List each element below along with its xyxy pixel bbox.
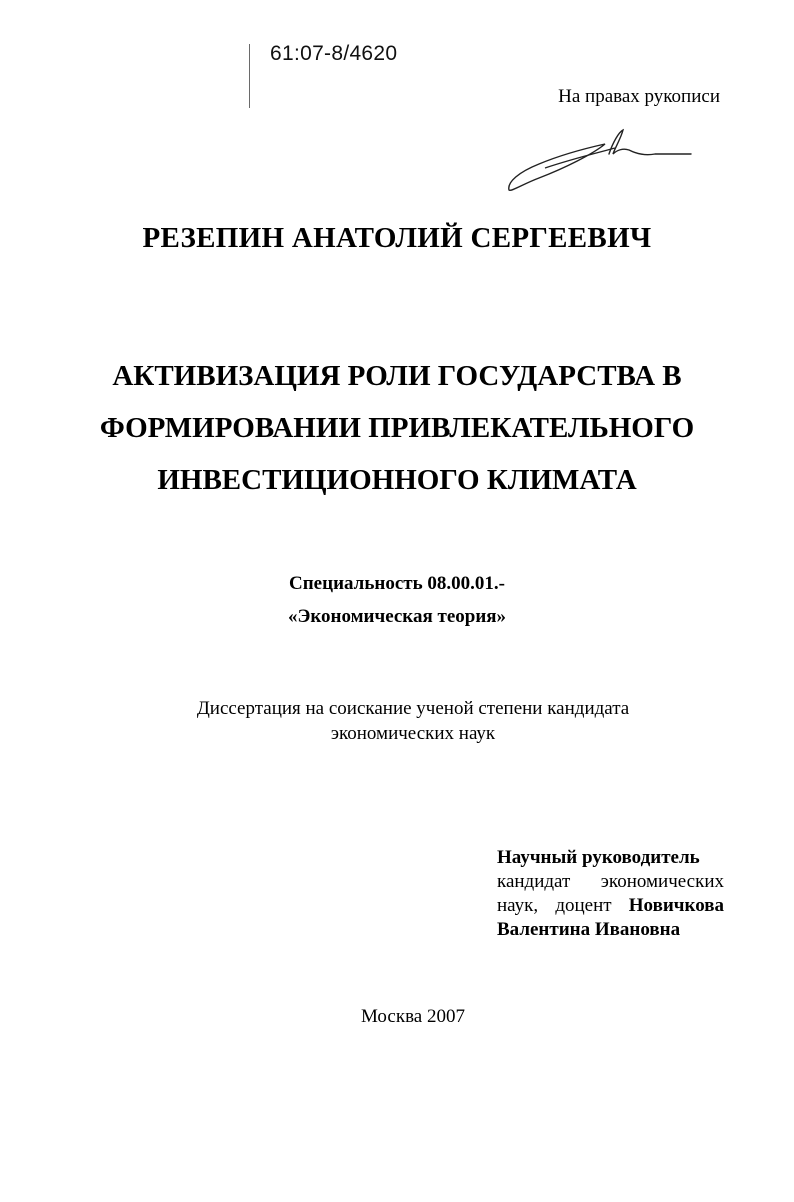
advisor-position: доцент bbox=[555, 895, 612, 916]
specialty-name: «Экономическая теория» bbox=[287, 606, 507, 627]
advisor-degree-word: экономических bbox=[600, 871, 724, 892]
manuscript-rights-note: На правах рукописи bbox=[558, 86, 720, 107]
specialty-block bbox=[0, 567, 794, 633]
advisor-degree-word: кандидат bbox=[497, 871, 571, 892]
dissertation-title bbox=[0, 350, 794, 506]
advisor-position-line bbox=[497, 894, 724, 918]
advisor-degree-line bbox=[497, 870, 724, 894]
advisor-degree-word: наук, bbox=[497, 895, 539, 916]
degree-line: Диссертация на соискание ученой степени кандидата bbox=[196, 698, 630, 719]
specialty-code: Специальность 08.00.01.- bbox=[289, 573, 505, 594]
advisor-role: Научный руководитель bbox=[497, 847, 700, 868]
scientific-advisor bbox=[497, 846, 724, 942]
margin-rule bbox=[249, 44, 250, 108]
title-line: ФОРМИРОВАНИИ ПРИВЛЕКАТЕЛЬНОГО bbox=[99, 412, 695, 444]
advisor-surname: Новичкова bbox=[628, 895, 724, 916]
degree-statement bbox=[0, 696, 794, 746]
degree-line: экономических наук bbox=[330, 723, 496, 744]
author-name: РЕЗЕПИН АНАТОЛИЙ СЕРГЕЕВИЧ bbox=[142, 222, 652, 254]
advisor-given-names: Валентина Ивановна bbox=[497, 919, 681, 940]
city-year: Москва 2007 bbox=[361, 1006, 465, 1027]
title-line: АКТИВИЗАЦИЯ РОЛИ ГОСУДАРСТВА В bbox=[112, 360, 682, 392]
title-line: ИНВЕСТИЦИОННОГО КЛИМАТА bbox=[157, 464, 637, 496]
archive-stamp-code: 61:07-8/4620 bbox=[270, 42, 398, 65]
handwritten-signature bbox=[505, 124, 695, 196]
